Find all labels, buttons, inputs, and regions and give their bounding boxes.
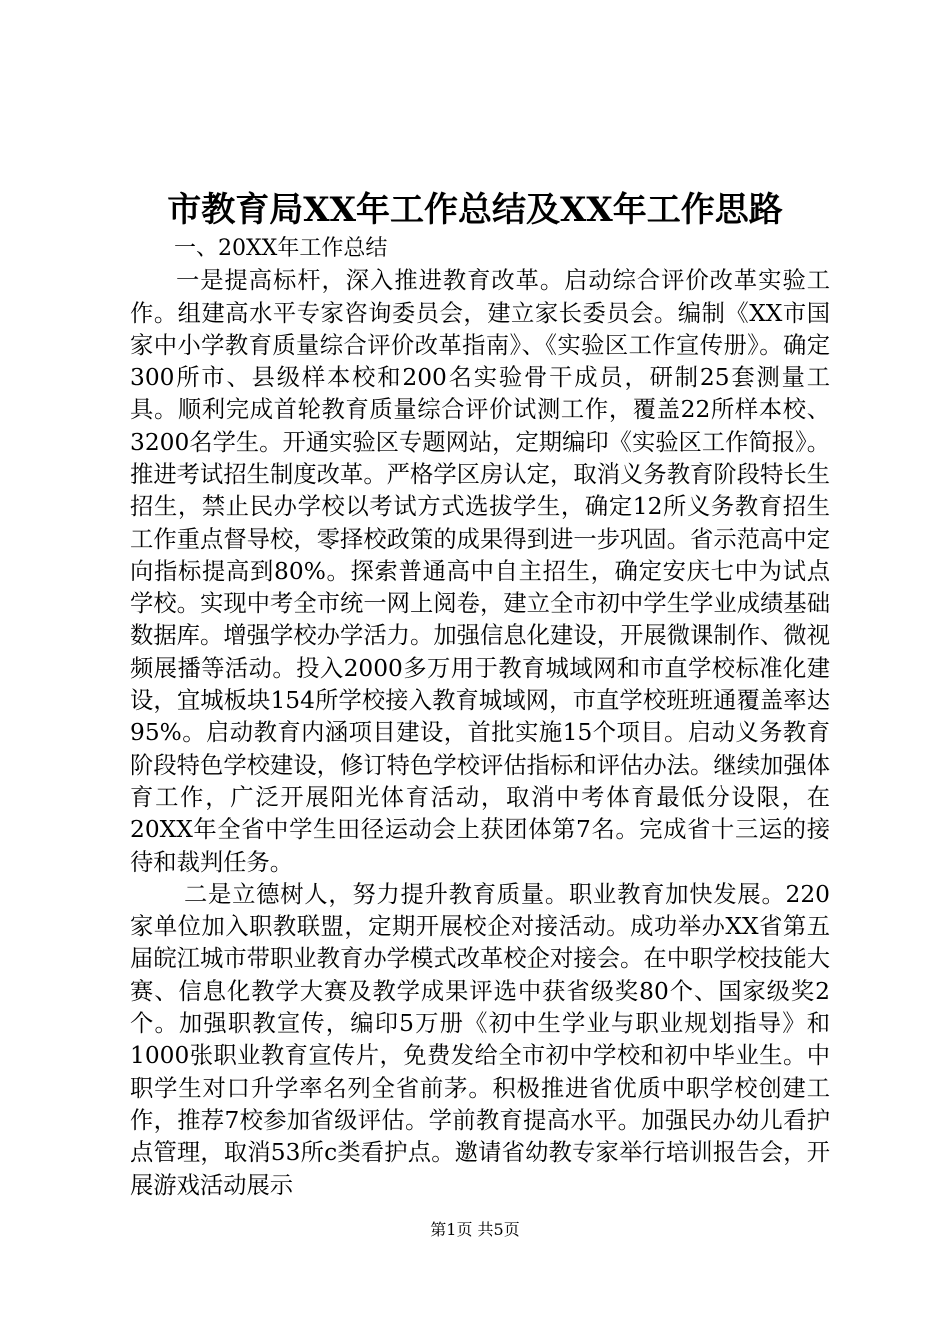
page-footer: 第1页 共5页: [430, 1220, 520, 1239]
document-body: [130, 233, 830, 1202]
section-heading: 一、20XX年工作总结: [174, 236, 388, 261]
paragraph-2: 二是立德树人，努力提升教育质量。职业教育加快发展。220家单位加入职教联盟，定期开展校企对接活动。成功举办XX省第五届皖江城市带职业教育办学模式改革校企对接会。在中职学校技能大赛、信息化教学大赛及教学成果评选中获省级奖80个、国家级奖2个。加强职教宣传，编印5万册《初中生学业与职业规划指导》和1000张职业教育宣传片，免费发给全市初中学校和初中毕业生。中职学生对口升学率名列全省前茅。积极推进省优质中职学校创建工作，推荐7校参加省级评估。学前教育提高水平。加强民办幼儿看护点管理，取消53所c类看护点。邀请省幼教专家举行培训报告会，开展游戏活动展示: [130, 880, 830, 1199]
document-title: 市教育局XX年工作总结及XX年工作思路: [167, 190, 783, 230]
paragraph-1: 一是提高标杆，深入推进教育改革。启动综合评价改革实验工作。组建高水平专家咨询委员会，建立家长委员会。编制《XX市国家中小学教育质量综合评价改革指南》、《实验区工作宣传册》。确定300所市、县级样本校和200名实验骨干成员，研制25套测量工具。顺利完成首轮教育质量综合评价试测工作，覆盖22所样本校、3200名学生。开通实验区专题网站，定期编印《实验区工作简报》。推进考试招生制度改革。严格学区房认定，取消义务教育阶段特长生招生，禁止民办学校以考试方式选拔学生，确定12所义务教育招生工作重点督导校，零择校政策的成果得到进一步巩固。省示范高中定向指标提高到80%。探索普通高中自主招生，确定安庆七中为试点学校。实现中考全市统一网上阅卷，建立全市初中学生学业成绩基础数据库。增强学校办学活力。加强信息化建设，开展微课制作、微视频展播等活动。投入2000多万用于教育城域网和市直学校标准化建设，宜城板块154所学校接入教育城域网，市直学校班班通覆盖率达95%。启动教育内涵项目建设，首批实施15个项目。启动义务教育阶段特色学校建设，修订特色学校评估指标和评估办法。继续加强体育工作，广泛开展阳光体育活动，取消中考体育最低分设限，在20XX年全省中学生田径运动会上获团体第7名。完成省十三运的接待和裁判任务。: [130, 267, 830, 876]
